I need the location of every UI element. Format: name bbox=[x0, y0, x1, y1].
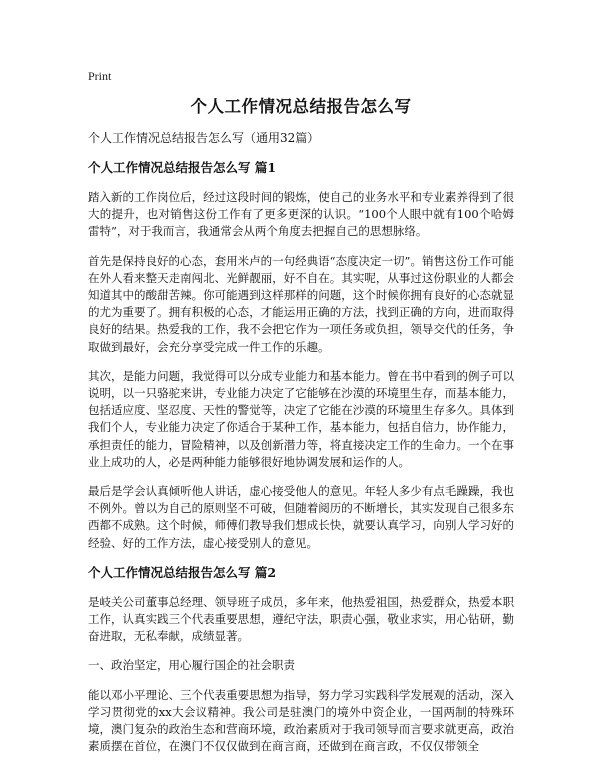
section-2-heading: 个人工作情况总结报告怎么写 篇2 bbox=[88, 564, 277, 580]
section-2-paragraph: 是岐关公司董事总经理、领导班子成员，多年来，他热爱祖国，热爱群众，热爱本职工作，认真实践三个代表重要思想，遵纪守法，职责心强，敬业求实，用心钻研，勤奋进取，无私奉献，成绩显著。 bbox=[88, 594, 514, 644]
print-link[interactable]: Print bbox=[88, 69, 112, 83]
section-1-paragraph: 踏入新的工作岗位后，经过这段时间的锻炼，使自己的业务水平和专业素养得到了很大的提升，也对销售这份工作有了更多更深的认识。“100个人眼中就有100个哈姆雷特”，对于我而言，我通常会从两个角度去把握自己的思想脉络。 bbox=[88, 190, 514, 239]
section-1-paragraph: 最后是学会认真倾听他人讲话，虚心接受他人的意见。年轻人多少有点毛躁躁，我也不例外。曾以为自己的原则坚不可破，但随着阅历的不断增长，其实发现自己很多东西都不成熟。这个时候，师傅们教导我们想成长快，就要认真学习，向别人学习好的经验、好的工作方法，虚心接受别人的意见。 bbox=[88, 484, 514, 550]
section-2-subheading: 一、政治坚定，用心履行国企的社会职责 bbox=[88, 658, 295, 673]
section-2-paragraph: 能以邓小平理论、三个代表重要思想为指导，努力学习实践科学发展观的活动，深入学习贯彻党的xx大会议精神。我公司是驻澳门的境外中资企业，一国两制的特殊环境，澳门复杂的政治生态和营商环境，政治素质对于我司领导而言要求就更高，政治素质摆在首位，在澳门不仅仅做到在商言商，还做到在商言政，不仅仅带领全 bbox=[88, 687, 514, 754]
section-1-paragraph: 首先是保持良好的心态，套用米卢的一句经典语“态度决定一切”。销售这份工作可能在外人看来整天走南闯北、光鲜靓丽，好不自在。其实呢，从事过这份职业的人都会知道其中的酸甜苦辣。你可能遇到这样那样的问题，这个时候你拥有良好的心态就显的尤为重要了。拥有积极的心态，才能运用正确的方法，找到正确的方向，进而取得良好的结果。热爱我的工作，我不会把它作为一项任务或负担，领导交代的任务，争取做到最好，会充分享受完成一件工作的乐趣。 bbox=[88, 253, 514, 354]
document-title: 个人工作情况总结报告怎么写 bbox=[190, 97, 412, 116]
section-1-paragraph: 其次，是能力问题，我觉得可以分成专业能力和基本能力。曾在书中看到的例子可以说明，以一只骆驼来讲，专业能力决定了它能够在沙漠的环境里生存，而基本能力，包括适应度、坚忍度、天性的警觉等，决定了它能在沙漠的环境里生存多久。具体到我们个人，专业能力决定了你适合于某种工作，基本能力，包括自信力，协作能力，承担责任的能力，冒险精神，以及创新潜力等，将直接决定工作的生命力。一个在事业上成功的人，必是两种能力能够很好地协调发展和运作的人。 bbox=[88, 368, 514, 469]
document-content bbox=[88, 95, 514, 767]
section-1-heading: 个人工作情况总结报告怎么写 篇1 bbox=[88, 160, 277, 175]
document-subtitle: 个人工作情况总结报告怎么写（通用32篇） bbox=[88, 131, 320, 145]
